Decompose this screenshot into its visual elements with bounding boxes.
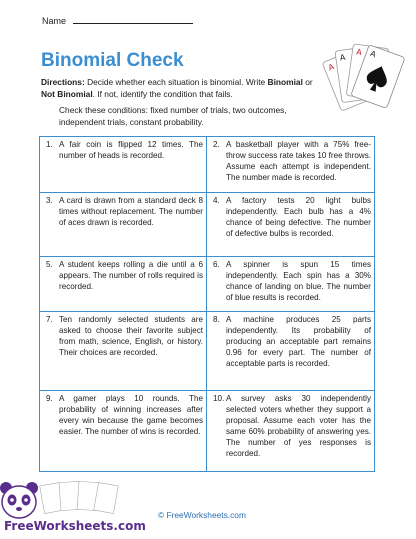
problems-row <box>40 137 374 193</box>
problem-cell-4[interactable] <box>207 193 374 256</box>
directions <box>41 76 316 100</box>
svg-text:A: A <box>339 52 346 63</box>
footer-link[interactable]: © FreeWorksheets.com <box>158 510 246 520</box>
problem-text: A survey asks 30 independently selected voters whether they support a proposal. Assume each voter has the same 60% probability of answering yes. The number of yes responses is recorded. <box>226 394 371 458</box>
problem-text: A machine produces 25 parts independently. Its probability of producing an acceptable part remains 0.96 for every part. The number of acceptable parts is recorded. <box>226 315 371 368</box>
problem-number: 5. <box>46 260 53 269</box>
problem-text: A factory tests 20 light bulbs independently. Each bulb has a 4% chance of being defective. The number of defective bulbs is recorded. <box>226 196 371 238</box>
directions-binomial: Binomial <box>267 77 303 87</box>
problem-cell-3[interactable] <box>40 193 207 256</box>
problems-row <box>40 312 374 391</box>
problems-row <box>40 257 374 312</box>
problem-cell-6[interactable] <box>207 257 374 311</box>
problem-text: A gamer plays 10 rounds. The probability of winning increases after every win because the game becomes easier. The number of wins is recorded. <box>59 394 203 436</box>
problem-number: 8. <box>213 315 220 324</box>
name-blank-line[interactable] <box>73 15 193 24</box>
directions-not-binomial: Not Binomial <box>41 89 93 99</box>
problem-cell-7[interactable] <box>40 312 207 390</box>
svg-text:A: A <box>355 47 363 58</box>
problems-row <box>40 391 374 471</box>
problem-text: A fair coin is flipped 12 times. The number of heads is recorded. <box>59 140 203 160</box>
page-title: Binomial Check <box>41 50 184 71</box>
directions-text-2: . If not, identify the condition that fails. <box>92 89 233 99</box>
directions-label: Directions: <box>41 77 85 87</box>
name-label: Name <box>42 16 67 26</box>
conditions-note: Check these conditions: fixed number of trials, two outcomes, independent trials, constant probability. <box>59 105 287 127</box>
problems-row <box>40 193 374 257</box>
freeworksheets-logo <box>0 478 146 539</box>
playing-cards-icon <box>316 38 404 120</box>
problem-text: Ten randomly selected students are asked to choose their favorite subject from math, science, English, or history. Their choices are recorded. <box>59 315 203 357</box>
name-field[interactable] <box>42 15 193 26</box>
problem-cell-2[interactable] <box>207 137 374 192</box>
problem-number: 6. <box>213 260 220 269</box>
svg-text:A: A <box>368 48 378 60</box>
problem-cell-1[interactable] <box>40 137 207 192</box>
problem-cell-9[interactable] <box>40 391 207 471</box>
directions-or: or <box>302 77 313 87</box>
problem-text: A card is drawn from a standard deck 8 times without replacement. The number of aces drawn is recorded. <box>59 196 203 227</box>
logo-wordmark: FreeWorksheets.com <box>4 519 146 533</box>
problem-number: 1. <box>46 140 53 149</box>
problem-cell-10[interactable] <box>207 391 374 471</box>
problem-number: 7. <box>46 315 53 324</box>
panda-icon <box>0 482 38 518</box>
problem-number: 3. <box>46 196 53 205</box>
problem-text: A basketball player with a 75% free-throw success rate takes 10 free throws. Assume each attempt is independent. The number made is recorded. <box>226 140 371 182</box>
problem-cell-8[interactable] <box>207 312 374 390</box>
problem-number: 4. <box>213 196 220 205</box>
problem-number: 9. <box>46 394 53 403</box>
problems-grid <box>39 136 375 472</box>
problem-text: A spinner is spun 15 times independently. Each spin has a 30% chance of landing on blue. The number of blue results is recorded. <box>226 260 371 302</box>
directions-text-1: Decide whether each situation is binomial. Write <box>84 77 268 87</box>
problem-cell-5[interactable] <box>40 257 207 311</box>
problem-number: 10. <box>213 394 225 403</box>
problem-number: 2. <box>213 140 220 149</box>
svg-text:A: A <box>326 62 336 73</box>
problem-text: A student keeps rolling a die until a 6 appears. The number of rolls required is recorded. <box>59 260 203 291</box>
